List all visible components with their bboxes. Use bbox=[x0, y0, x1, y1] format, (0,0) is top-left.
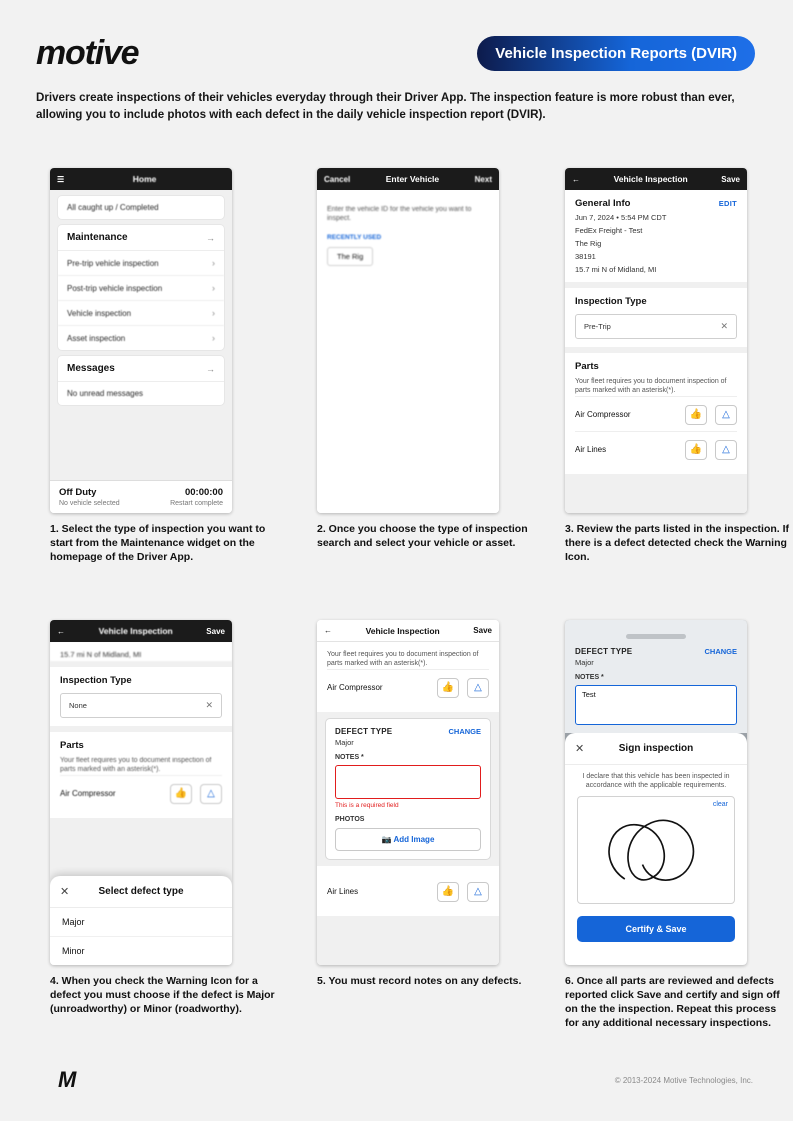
inspection-type-field[interactable] bbox=[60, 693, 222, 718]
defect-type-value: Major bbox=[335, 737, 354, 747]
sheet-title: Select defect type bbox=[98, 886, 184, 897]
chevron-right-icon: › bbox=[212, 283, 215, 293]
arrow-right-icon[interactable]: → bbox=[206, 232, 215, 243]
thumbs-up-icon[interactable]: 👍 bbox=[170, 784, 192, 804]
declaration-text: I declare that this vehicle has been inspected in accordance with the applicable requirements. bbox=[582, 773, 730, 790]
parts-title: Parts bbox=[575, 361, 599, 372]
sign-inspection-sheet bbox=[565, 733, 747, 965]
phone1-title: Home bbox=[132, 174, 157, 184]
general-info-line-2: FedEx Freight - Test bbox=[575, 226, 643, 235]
step-6-caption: 6. Once all parts are reviewed and defects reported click Save and certify and sign off on the the inspection. Repeat this process for any additional necessary inspections. bbox=[565, 975, 780, 1029]
step-2-caption: 2. Once you choose the type of inspection search and select your vehicle or asset. bbox=[317, 523, 528, 549]
sheet-header bbox=[50, 876, 232, 908]
phone-mockup-3 bbox=[565, 168, 747, 513]
defect-type-label: DEFECT TYPE bbox=[575, 647, 633, 656]
part-name: Air Lines bbox=[575, 445, 607, 455]
defect-card bbox=[325, 718, 491, 860]
phone-mockup-5 bbox=[317, 620, 499, 965]
notes-input[interactable] bbox=[575, 685, 737, 725]
parts-note-section bbox=[317, 642, 499, 712]
sidebar-item-pre-trip[interactable] bbox=[58, 251, 224, 276]
chevron-right-icon: › bbox=[212, 258, 215, 268]
change-button[interactable]: CHANGE bbox=[704, 647, 737, 656]
save-button[interactable]: Save bbox=[473, 626, 492, 635]
recently-used-label: RECENTLY USED bbox=[327, 233, 382, 241]
duty-status: Off Duty bbox=[59, 487, 97, 498]
close-icon[interactable]: ✕ bbox=[60, 886, 70, 898]
certify-and-save-button[interactable]: Certify & Save bbox=[577, 916, 735, 942]
phone6-body bbox=[565, 620, 747, 965]
part-name: Air Compressor bbox=[327, 683, 383, 693]
general-info-title: General Info bbox=[575, 198, 631, 209]
part-name: Air Lines bbox=[327, 887, 359, 897]
intro-paragraph: Drivers create inspections of their vehicles everyday through their Driver App. The inspection feature is more robust than ever, allowing you to include photos with each defect in the daily vehicle inspection report (DVIR). bbox=[36, 91, 735, 121]
phone3-title: Vehicle Inspection bbox=[613, 174, 688, 184]
notes-input[interactable] bbox=[335, 765, 481, 799]
notes-value: Test bbox=[582, 690, 596, 699]
sheet-handle bbox=[626, 634, 686, 639]
status-card bbox=[58, 196, 224, 219]
duty-status-bar[interactable] bbox=[50, 480, 232, 513]
maintenance-title: Maintenance bbox=[67, 232, 128, 243]
phone1-navbar bbox=[50, 168, 232, 190]
messages-widget bbox=[58, 356, 224, 405]
phone4-navbar bbox=[50, 620, 232, 642]
vehicle-inspection-label: Vehicle inspection bbox=[67, 308, 132, 318]
pre-trip-label: Pre-trip vehicle inspection bbox=[67, 258, 159, 268]
inspection-type-section bbox=[565, 288, 747, 347]
phone5-navbar bbox=[317, 620, 499, 642]
phone4-title: Vehicle Inspection bbox=[98, 626, 173, 636]
duty-timer: 00:00:00 bbox=[184, 487, 223, 498]
warning-icon[interactable]: △ bbox=[467, 678, 489, 698]
parts-note: Your fleet requires you to document inspection of parts marked with an asterisk(*). bbox=[60, 757, 212, 774]
warning-icon[interactable]: △ bbox=[715, 440, 737, 460]
save-button[interactable]: Save bbox=[721, 174, 740, 184]
step-1-caption: 1. Select the type of inspection you want to start from the Maintenance widget on the homepage of the Driver App. bbox=[50, 523, 266, 563]
phone1-body bbox=[50, 190, 232, 513]
thumbs-up-icon[interactable]: 👍 bbox=[437, 678, 459, 698]
step-5 bbox=[317, 620, 547, 989]
step-3 bbox=[565, 168, 793, 565]
phone2-navbar bbox=[317, 168, 499, 190]
sidebar-item-vehicle-inspection[interactable] bbox=[58, 301, 224, 326]
sheet-title: Sign inspection bbox=[618, 743, 694, 754]
table-row bbox=[327, 669, 489, 704]
add-image-label: Add Image bbox=[393, 834, 435, 844]
thumbs-up-icon[interactable]: 👍 bbox=[437, 882, 459, 902]
post-trip-label: Post-trip vehicle inspection bbox=[67, 283, 163, 293]
step-2 bbox=[317, 168, 547, 551]
duty-timer-sub: Restart complete bbox=[170, 500, 223, 507]
part-name: Air Compressor bbox=[575, 410, 631, 420]
signature-drawing bbox=[578, 797, 734, 903]
phone4-body bbox=[50, 642, 232, 965]
messages-empty-row bbox=[58, 382, 224, 405]
parts-section bbox=[50, 732, 232, 818]
motive-logo: motive bbox=[36, 34, 139, 72]
defect-card-behind bbox=[565, 620, 747, 733]
copyright-text: © 2013-2024 Motive Technologies, Inc. bbox=[614, 1076, 753, 1085]
phone2-body bbox=[317, 190, 499, 513]
sidebar-item-post-trip[interactable] bbox=[58, 276, 224, 301]
phone-mockup-2 bbox=[317, 168, 499, 513]
add-image-button[interactable] bbox=[335, 828, 481, 851]
parts-bottom-section bbox=[317, 866, 499, 916]
step-5-caption: 5. You must record notes on any defects. bbox=[317, 975, 522, 987]
sheet-header bbox=[565, 733, 747, 765]
warning-icon[interactable]: △ bbox=[467, 882, 489, 902]
back-arrow-icon[interactable]: ← bbox=[324, 626, 332, 635]
step-6 bbox=[565, 620, 793, 1030]
recent-vehicle-chip[interactable]: The Rig bbox=[327, 247, 373, 266]
table-row bbox=[575, 396, 737, 431]
next-button[interactable]: Next bbox=[474, 174, 492, 184]
enter-vehicle-hint: Enter the vehicle ID for the vehicle you want to inspect. bbox=[327, 206, 472, 223]
warning-icon[interactable]: △ bbox=[200, 784, 222, 804]
parts-note: Your fleet requires you to document inspection of parts marked with an asterisk(*). bbox=[327, 651, 479, 668]
table-row bbox=[327, 874, 489, 908]
phone3-body bbox=[565, 190, 747, 513]
change-button[interactable]: CHANGE bbox=[448, 726, 481, 736]
footer-logo: M bbox=[58, 1067, 77, 1092]
phone5-title: Vehicle Inspection bbox=[365, 625, 440, 636]
phone5-body bbox=[317, 642, 499, 965]
notes-error: This is a required field bbox=[335, 801, 399, 809]
step-4-caption: 4. When you check the Warning Icon for a defect you must choose if the defect is Major (unroadworthy) or Minor (roadworthy). bbox=[50, 975, 275, 1015]
messages-title: Messages bbox=[67, 363, 115, 374]
inspection-type-title: Inspection Type bbox=[60, 675, 132, 686]
thumbs-up-icon[interactable]: 👍 bbox=[685, 440, 707, 460]
inspection-type-field[interactable] bbox=[575, 314, 737, 339]
back-arrow-icon[interactable]: ← bbox=[57, 626, 65, 636]
phone2-title: Enter Vehicle bbox=[385, 174, 440, 184]
close-icon[interactable]: ✕ bbox=[575, 743, 585, 755]
signature-pad[interactable] bbox=[577, 796, 735, 904]
inspection-type-value: Pre-Trip bbox=[584, 322, 611, 331]
close-icon[interactable]: ✕ bbox=[720, 321, 728, 331]
arrow-right-icon[interactable]: → bbox=[206, 363, 215, 374]
image-icon: 📷 bbox=[381, 834, 392, 844]
general-info-line-3: The Rig bbox=[575, 239, 602, 248]
notes-label: NOTES * bbox=[335, 753, 364, 761]
step-3-caption: 3. Review the parts listed in the inspection. If there is a defect detected check the Warning Icon. bbox=[565, 523, 790, 563]
phone-mockup-4 bbox=[50, 620, 232, 965]
menu-icon[interactable]: ☰ bbox=[57, 174, 65, 184]
part-name: Air Compressor bbox=[60, 789, 116, 799]
step-1 bbox=[50, 168, 280, 565]
cancel-button[interactable]: Cancel bbox=[324, 174, 351, 184]
notes-label: NOTES * bbox=[575, 674, 604, 681]
maintenance-widget bbox=[58, 225, 224, 350]
step-4 bbox=[50, 620, 280, 1017]
clear-signature-button[interactable]: clear bbox=[712, 800, 728, 808]
defect-option-major[interactable]: Major bbox=[50, 908, 232, 937]
warning-icon[interactable]: △ bbox=[715, 405, 737, 425]
general-info-line-5: 15.7 mi N of Midland, MI bbox=[575, 265, 657, 274]
defect-type-value: Major bbox=[575, 658, 594, 667]
select-defect-type-sheet bbox=[50, 876, 232, 965]
defect-type-label: DEFECT TYPE bbox=[335, 726, 393, 736]
table-row bbox=[575, 431, 737, 466]
page-title: Vehicle Inspection Reports (DVIR) bbox=[477, 36, 755, 71]
messages-empty-label: No unread messages bbox=[67, 389, 144, 398]
photos-label: PHOTOS bbox=[335, 815, 365, 823]
inspection-type-value: None bbox=[69, 701, 87, 710]
duty-status-sub: No vehicle selected bbox=[59, 500, 120, 507]
messages-header bbox=[58, 356, 224, 382]
defect-option-minor[interactable]: Minor bbox=[62, 946, 85, 956]
phone-mockup-6 bbox=[565, 620, 747, 965]
sidebar-item-asset-inspection[interactable] bbox=[58, 326, 224, 350]
chevron-right-icon: › bbox=[212, 333, 215, 343]
chevron-right-icon: › bbox=[212, 308, 215, 318]
parts-title: Parts bbox=[60, 740, 84, 751]
scroll-hint: 15.7 mi N of Midland, MI bbox=[60, 650, 142, 659]
thumbs-up-icon[interactable]: 👍 bbox=[685, 405, 707, 425]
phone-mockup-1 bbox=[50, 168, 232, 513]
inspection-type-section bbox=[50, 667, 232, 726]
general-info-line-4: 38191 bbox=[575, 252, 596, 261]
close-icon[interactable]: ✕ bbox=[205, 700, 213, 710]
table-row bbox=[60, 775, 222, 810]
general-info-line-1: Jun 7, 2024 • 5:54 PM CDT bbox=[575, 213, 667, 222]
caught-up-label: All caught up / Completed bbox=[67, 203, 159, 212]
save-button[interactable]: Save bbox=[206, 626, 225, 636]
maintenance-header bbox=[58, 225, 224, 251]
phone3-navbar bbox=[565, 168, 747, 190]
inspection-type-title: Inspection Type bbox=[575, 296, 647, 307]
edit-button[interactable]: EDIT bbox=[718, 199, 737, 208]
parts-note: Your fleet requires you to document inspection of parts marked with an asterisk(*). bbox=[575, 378, 727, 395]
asset-inspection-label: Asset inspection bbox=[67, 333, 126, 343]
general-info-section bbox=[565, 190, 747, 282]
scroll-hint-row bbox=[50, 642, 232, 661]
caught-up-row bbox=[58, 196, 224, 219]
back-arrow-icon[interactable]: ← bbox=[572, 174, 580, 184]
parts-section bbox=[565, 353, 747, 474]
